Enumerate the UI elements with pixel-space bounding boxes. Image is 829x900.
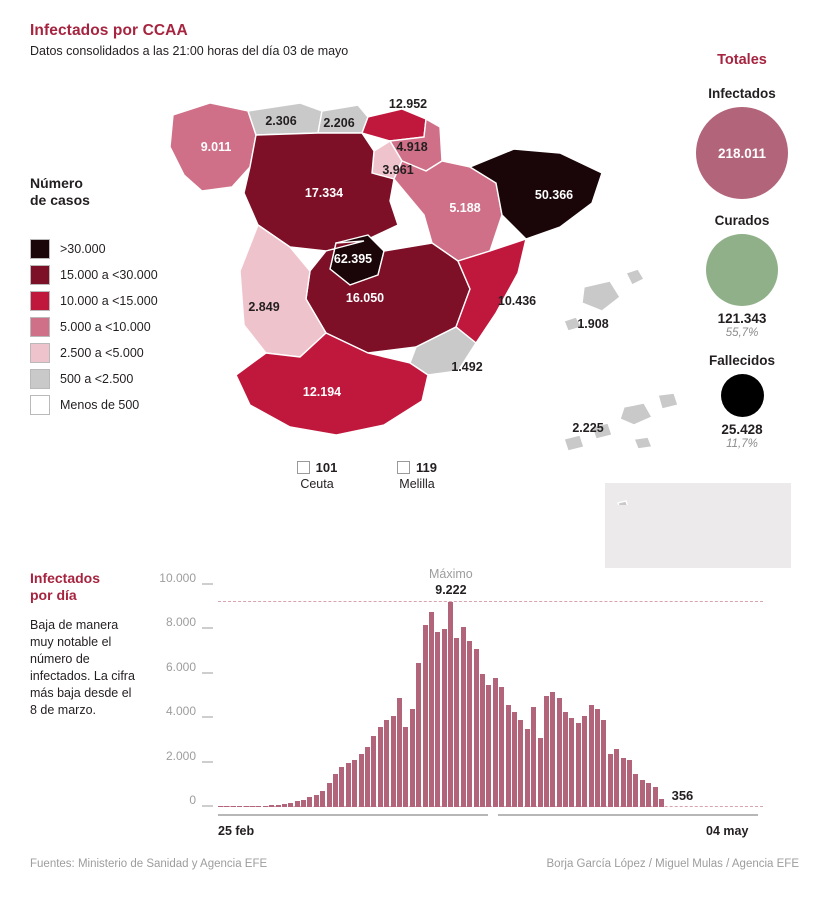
chart-bar: [365, 747, 370, 807]
chart-ytick-mark: [202, 584, 213, 585]
map-label-asturias: 2.306: [265, 114, 297, 128]
chart-bar: [621, 758, 626, 807]
totals-title: Totales: [717, 52, 767, 68]
chart-bar: [218, 806, 223, 808]
melilla-swatch: [397, 461, 410, 474]
total-fallecidos: [672, 353, 812, 450]
legend-item: [30, 392, 158, 418]
total-curados: [672, 213, 812, 339]
chart-bar: [237, 806, 242, 808]
chart-max-value: 9.222: [435, 583, 467, 598]
chart-max-label: Máximo: [429, 567, 473, 582]
chart-bar: [518, 720, 523, 807]
map-label-castilla-la-mancha: 16.050: [345, 291, 385, 305]
legend-swatch: [30, 343, 50, 363]
chart-last-value: 356: [671, 788, 694, 803]
chart-bar: [531, 707, 536, 807]
chart-bar: [653, 787, 658, 807]
chart-bar: [359, 754, 364, 807]
city-ceuta: [272, 460, 362, 491]
chart-bar: [646, 783, 651, 807]
legend-title-line2: de casos: [30, 192, 90, 208]
chart-bar: [442, 629, 447, 807]
legend-item: [30, 366, 158, 392]
map-label-madrid: 62.395: [333, 252, 373, 266]
chart-ytick-mark: [202, 628, 213, 629]
map-label-murcia: 1.492: [451, 360, 483, 374]
chart-xlabel-start: 25 feb: [218, 824, 255, 838]
legend-label: Menos de 500: [60, 398, 140, 412]
chart-ytick-label: 8.000: [165, 615, 196, 630]
chart-ytick-label: 10.000: [159, 571, 196, 585]
map-label-galicia: 9.011: [200, 140, 232, 154]
chart-bar: [378, 727, 383, 807]
chart-bar: [448, 602, 453, 807]
chart-bar: [576, 723, 581, 807]
chart-bar: [423, 625, 428, 807]
chart-title-line1: Infectados: [30, 570, 101, 586]
total-value-inside: 218.011: [717, 145, 767, 161]
chart-bar: [550, 692, 555, 807]
chart-bar: [633, 774, 638, 807]
chart-ytick-label: 6.000: [165, 659, 196, 674]
chart-ytick-mark: [202, 806, 213, 807]
chart-bar: [569, 718, 574, 807]
region-pais-vasco: [362, 109, 426, 141]
chart-bar: [282, 804, 287, 807]
chart-ytick-mark: [202, 717, 213, 718]
map-label-baleares: 1.908: [577, 317, 609, 331]
legend-label: 15.000 a <30.000: [60, 268, 158, 282]
map-label-andalucia: 12.194: [302, 385, 342, 399]
chart-bar: [474, 649, 479, 807]
footer-credit: Borja García López / Miguel Mulas / Agencia EFE: [546, 858, 799, 870]
map-label-extremadura: 2.849: [248, 300, 280, 314]
chart-bar: [288, 803, 293, 807]
map-label-pais-vasco: 12.952: [388, 97, 428, 111]
legend-swatch: [30, 265, 50, 285]
chart-bar: [506, 705, 511, 807]
chart-bar: [499, 687, 504, 807]
chart-bar: [627, 760, 632, 807]
chart-bar: [352, 760, 357, 807]
legend-title-line1: Número: [30, 175, 83, 191]
chart-ytick-label: 4.000: [165, 704, 196, 719]
map-label-navarra: 4.918: [396, 140, 428, 154]
chart-bar: [250, 806, 255, 808]
chart-bar: [659, 799, 664, 807]
chart-bar: [544, 696, 549, 807]
chart-bar: [512, 712, 517, 807]
total-label: Infectados: [708, 86, 776, 101]
legend-swatch: [30, 317, 50, 337]
chart-bar: [467, 641, 472, 808]
chart-ytick-label: 0: [189, 793, 196, 807]
chart-bar: [563, 712, 568, 807]
legend-label: 500 a <2.500: [60, 372, 134, 386]
total-circle: [706, 234, 778, 306]
chart-bar: [493, 678, 498, 807]
chart-bar: [410, 709, 415, 807]
chart-bars: [218, 585, 665, 807]
total-infectados: [672, 86, 812, 199]
chart-bar: [589, 705, 594, 807]
map-label-aragon: 5.188: [449, 201, 481, 215]
chart-bar: [454, 638, 459, 807]
chart-bar: [276, 805, 281, 807]
chart-bar: [595, 709, 600, 807]
totals-blocks: [672, 86, 812, 450]
map-label-la-rioja: 3.961: [382, 163, 414, 177]
page-title: Infectados por CCAA: [30, 22, 188, 39]
chart-bar: [582, 716, 587, 807]
legend-item: [30, 340, 158, 366]
legend-swatch: [30, 369, 50, 389]
legend-label: 10.000 a <15.000: [60, 294, 158, 308]
chart-bar: [601, 720, 606, 807]
footer-source: Fuentes: Ministerio de Sanidad y Agencia EFE: [30, 858, 268, 870]
legend-item: [30, 314, 158, 340]
chart-bar: [371, 736, 376, 807]
melilla-value: 119: [416, 460, 437, 475]
chart-bar: [224, 806, 229, 808]
chart-bar: [320, 791, 325, 807]
legend-label: 2.500 a <5.000: [60, 346, 144, 360]
chart-bar: [557, 698, 562, 807]
footer: [0, 858, 829, 886]
chart-bar: [486, 685, 491, 807]
chart-bar: [608, 754, 613, 807]
chart-ytick-label: 2.000: [165, 748, 196, 763]
chart-bar: [269, 805, 274, 807]
map-label-cantabria: 2.206: [323, 116, 355, 130]
map-label-canarias: 2.225: [572, 421, 604, 435]
melilla-label: Melilla: [399, 477, 435, 491]
page-subtitle: Datos consolidados a las 21:00 horas del día 03 de mayo: [30, 44, 349, 58]
total-percent: 55,7%: [725, 327, 759, 339]
chart-max-annotation: [429, 566, 473, 598]
chart-bar: [403, 727, 408, 807]
chart-bar: [256, 806, 261, 808]
chart-bar: [435, 632, 440, 807]
legend-item: [30, 262, 158, 288]
chart-bar: [307, 797, 312, 807]
total-circle: [696, 107, 788, 199]
chart-bar: [263, 806, 268, 808]
chart-ytick-mark: [202, 672, 213, 673]
ceuta-value: 101: [315, 460, 338, 475]
city-melilla: [372, 460, 462, 491]
chart-bar: [538, 738, 543, 807]
region-canarias: [564, 393, 678, 505]
legend-swatch: [30, 291, 50, 311]
chart-bar: [429, 612, 434, 807]
chart-bar: [525, 729, 530, 807]
chart-bar: [391, 716, 396, 807]
spain-map: [140, 75, 680, 505]
total-circle: [721, 374, 764, 417]
daily-infections-chart: [150, 565, 800, 840]
chart-bar: [327, 783, 332, 807]
total-label: Fallecidos: [708, 353, 776, 368]
chart-bar: [614, 749, 619, 807]
map-label-castilla-y-leon: 17.334: [304, 186, 344, 200]
chart-title-line2: por día: [30, 587, 77, 603]
chart-bar: [339, 767, 344, 807]
map-label-comunidad-valenciana: 10.436: [497, 294, 537, 308]
chart-bar: [314, 795, 319, 807]
legend-swatch: [30, 395, 50, 415]
chart-bar: [295, 801, 300, 807]
map-label-cataluna: 50.366: [534, 188, 574, 202]
chart-bar: [397, 698, 402, 807]
chart-x-axis-right: [498, 814, 758, 816]
legend-label: >30.000: [60, 242, 106, 256]
totals-panel: [672, 52, 812, 464]
total-percent: 11,7%: [726, 438, 758, 450]
ceuta-swatch: [297, 461, 310, 474]
chart-xlabel-end: 04 may: [706, 824, 749, 838]
chart-title: [30, 570, 100, 604]
chart-bar: [301, 800, 306, 807]
chart-bar: [244, 806, 249, 808]
chart-ytick-mark: [202, 761, 213, 762]
ceuta-label: Ceuta: [300, 477, 334, 491]
chart-x-axis-left: [218, 814, 488, 816]
legend-item: [30, 236, 158, 262]
legend-swatch: [30, 239, 50, 259]
chart-bar: [333, 774, 338, 807]
chart-bar: [416, 663, 421, 807]
total-value: 25.428: [721, 422, 763, 437]
chart-bar: [640, 780, 645, 807]
chart-bar: [480, 674, 485, 807]
legend-item: [30, 288, 158, 314]
chart-description: Baja de manera muy notable el número de infectados. La cifra más baja desde el 8 de marzo.: [30, 618, 135, 717]
total-label: Curados: [714, 213, 770, 228]
legend-title: [30, 175, 90, 209]
chart-bar: [461, 627, 466, 807]
chart-bar: [384, 720, 389, 807]
chart-bar: [231, 806, 236, 808]
chart-bar: [346, 763, 351, 807]
total-value: 121.343: [717, 311, 767, 326]
legend: [30, 236, 158, 418]
legend-label: 5.000 a <10.000: [60, 320, 151, 334]
